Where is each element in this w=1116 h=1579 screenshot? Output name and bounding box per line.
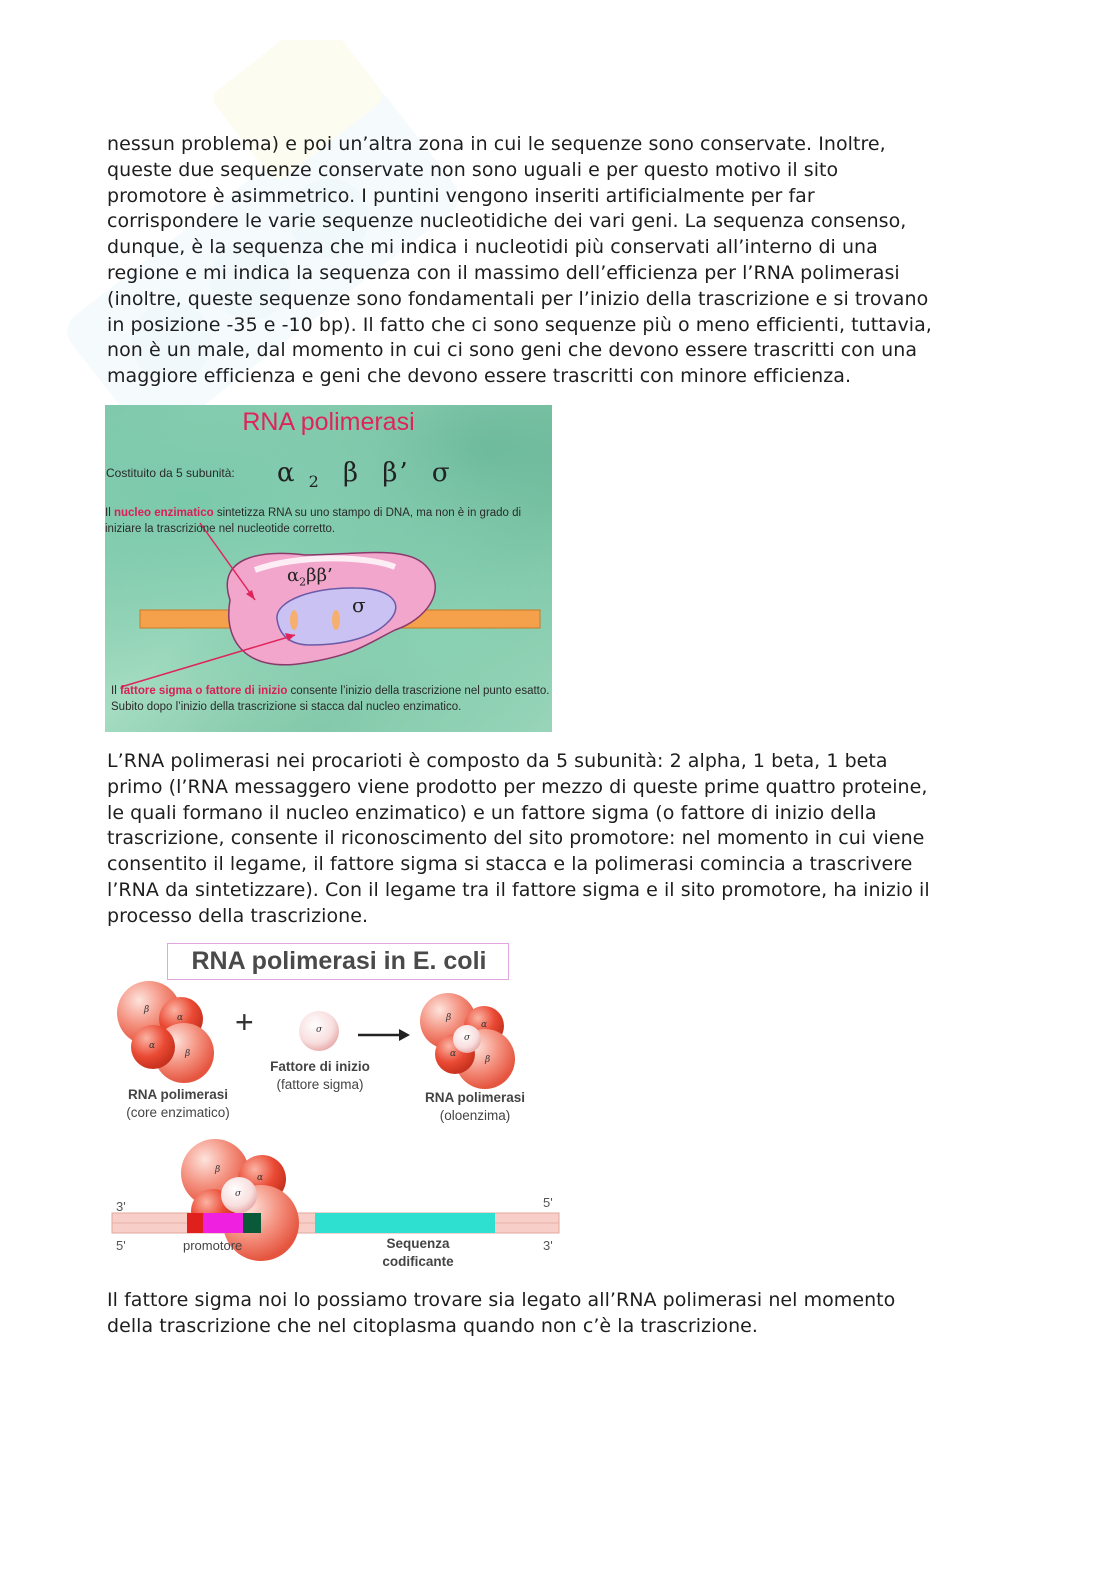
figure2-title-box [167,943,509,980]
text-line: le quali formano il nucleo enzimatico) e un fattore sigma (o fattore di inizio della [107,801,877,824]
text-line: Il fattore sigma noi lo possiamo trovare sia legato all’RNA polimerasi nel momento [107,1289,896,1311]
text-line: dunque, è la sequenza che mi indica i nucleotidi più conservati all’interno di una [107,236,878,259]
sigma-label: σ [352,593,366,617]
subunit-label: Costituito da 5 subunità: [106,466,235,480]
promoter-minus35 [187,1213,203,1233]
dna-bottom-left-end: 5' [116,1238,126,1253]
plus-sign: + [235,1004,254,1040]
promoter-label: promotore [183,1238,243,1253]
text-line: queste due sequenze conservate non sono uguali e per questo motivo il sito [107,158,839,181]
promoter-spacer [203,1213,243,1233]
text-line: della trascrizione che nel citoplasma quando non c’è la trascrizione. [107,1314,758,1337]
text-line: nessun problema) e poi un’altra zona in cui le sequenze sono conservate. Inoltre, [107,133,886,155]
core-enzyme-label: RNA polimerasi (core enzimatico) [126,1087,230,1120]
core-label: $\alpha_2\beta\beta$’ [287,565,333,589]
sigma-highlight: fattore sigma o fattore di inizio [119,685,288,697]
text-line: l’RNA da sintetizzare). Con il legame tra il fattore sigma e il sito promotore, ha inizio il [107,878,930,901]
core-description: Il nucleo enzimatico sintetizza RNA su uno stampo di DNA, ma non è in grado di iniziare la trascrizione nel nucleotide corretto. [105,507,522,535]
text-line: promotore è asimmetrico. I puntini vengono inseriti artificialmente per far [107,184,815,207]
text-line: maggiore efficienza e geni che devono essere trascritti con minore efficienza. [107,365,852,388]
alpha-symbol: α [277,458,297,488]
dna-top-right-end: 5' [543,1195,553,1210]
sigma-symbol: σ [431,458,452,488]
figure-rna-polymerase-slide [105,405,552,732]
promoter-minus10 [243,1213,261,1233]
sigma-factor-label: Fattore di inizio (fattore sigma) [270,1059,370,1092]
dna-bottom-right-end: 3' [543,1238,553,1253]
text-line: corrispondere le varie sequenze nucleotidiche dei vari geni. La sequenza consenso, [107,210,907,233]
core-enzyme-cluster [117,981,214,1083]
coding-sequence [315,1213,495,1233]
text-line: (inoltre, queste sequenze sono fondamentali per l’inizio della trascrizione e si trovano [107,287,929,310]
holoenzyme-label: RNA polimerasi (oloenzima) [424,1090,526,1123]
sigma-description: Il fattore sigma o fattore di inizio consente l’inizio della trascrizione nel punto esatto. Subito dopo l’inizio della trascrizione si stacca dal nucleo enzimatico. [111,685,550,713]
text-line: primo (l’RNA messaggero viene prodotto per mezzo di queste prime quattro proteine, [107,775,928,798]
figure2-title: RNA polimerasi in E. coli [191,947,487,975]
paragraph-1 [107,132,1007,390]
text-line: trascrizione, consente il riconoscimento del sito promotore: nel momento in cui viene [107,827,925,850]
text-line: non è un male, dal momento in cui ci sono geni che devono essere trascritti con una [107,339,918,362]
text-line: in posizione -35 e -10 bp). Il fatto che ci sono sequenze più o meno efficienti, tuttavia, [107,313,932,336]
text-line: regione e mi indica la sequenza con il massimo dell’efficienza per l’RNA polimerasi [107,261,900,284]
figure-ecoli-polymerase: RNA polimerasi in E. coli β α α β σ β α α σ β β α σ + RNA polimerasi (core enzimatico) Fattore di inizio (fattore sigma) RNA polimerasi (oloenzima) 3' 5' 5' 3' promotore Sequenza codificante [105,941,565,1276]
text-line: processo della trascrizione. [107,904,369,927]
text-line: consentito il legame, il fattore sigma si stacca e la polimerasi comincia a trascrivere [107,853,913,876]
beta-symbol: β [343,458,361,488]
beta-prime-symbol: β’ [382,458,410,488]
subunit-symbols: α $_2$ β β’ σ [277,458,452,492]
paragraph-3 [107,1288,1007,1340]
text-line: L’RNA polimerasi nei procarioti è composto da 5 subunità: 2 alpha, 1 beta, 1 beta [107,750,888,772]
coding-sequence-label: Sequenza codificante [382,1236,454,1269]
core-highlight: nucleo enzimatico [113,507,214,519]
figure1-title: RNA polimerasi [242,408,415,436]
paragraph-2 [107,749,1007,930]
dna-top-left-end: 3' [116,1199,126,1214]
